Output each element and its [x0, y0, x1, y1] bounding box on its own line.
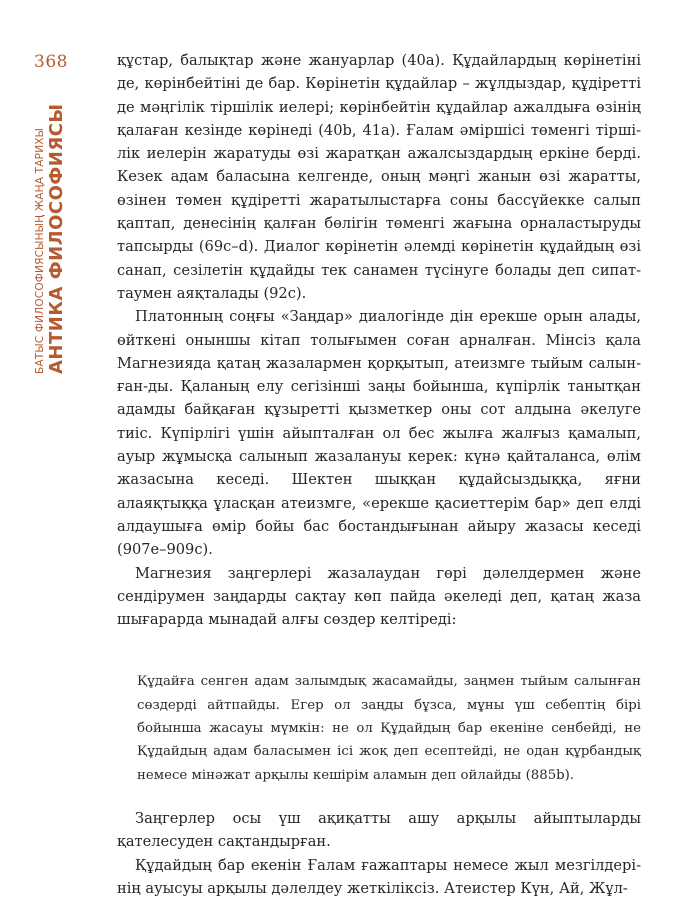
paragraph-4: Заңгерлер осы үш ақиқатты ашу арқылы айыптыларды қателесуден сақтандырған. — [117, 807, 641, 854]
text-column — [117, 49, 641, 900]
paragraph-5: Құдайдың бар екенін Ғалам ғажаптары немесе жыл мезгілдерінің ауысуы арқылы дәлелдеу жеткіліксіз. Атеистер Күн, Ай, Жұл- — [117, 854, 641, 900]
block-quote: Құдайға сенген адам залымдық жасамайды, заңмен тыйым салынған сөздерді айтпайды. Егер ол заңды бұзса, мұны үш себептің бірі бойынша жасауы мүмкін: не ол Құдайдың бар екеніне сенбейді, не Құдайдың адам баласымен ісі жоқ деп есептейді, не одан құрбандық немесе мінәжат арқылы кешірім аламын деп ойлайды (885b). — [137, 670, 641, 786]
running-head-title: АНТИКА ФИЛОСОФИЯСЫ — [46, 94, 68, 374]
running-head — [34, 94, 74, 374]
paragraph-2: Платонның соңғы «Заңдар» диалогінде дін ерекше орын алады, өйткені оныншы кітап толығымен соған арналған. Мінсіз қала Магнезияда қатаң жазалармен қорқытып, атеизмге тыйым салынған-ды. Қаланың елу сегізінші заңы бойынша, күпірлік танытқан адамды байқаған құзыретті қызметкер оны сот алдына әкелуге тиіс. Күпірлігі үшін айыпталған ол бес жылға жалғыз қамалып, ауыр жұмысқа салынып жазалануы керек: күнә қайталанса, өлім жазасына кеседі. Шектен шыққан құдайсыздыққа, яғни алаяқтыққа ұласқан атеизмге, «ерекше қасиеттерім бар» деп елді алдаушыға өмір бойы бас бостандығынан айыру жазасы кеседі (907е–909с). — [117, 305, 641, 561]
paragraph-1: құстар, балықтар және жануарлар (40а). Құдайлардың көрінетіні де, көрінбейтіні де бар. Көрінетін құдайлар – жұлдыздар, құдіретті де мәңгілік тіршілік иелері; көрінбейтін құдайлар ажалдыға өзінің қалаған кезінде көрінеді (40b, 41а). Ғалам әміршісі төменгі тіршілік иелерін жаратуды өзі жаратқан ажалсыздардың еркіне берді. Кезек адам баласына келгенде, оның мәңгі жанын өзі жаратты, өзінен төмен құдіретті жаратылыстарға соны бассүйекке салып қаптап, денесінің қалған бөлігін төменгі жағына орналастыруды тапсырды (69с–d). Диалог көрінетін әлемді көрінетін құдайдың өзі санап, сезілетін құдайды тек санамен түсінуге болады деп сипаттаумен аяқталады (92с). — [117, 49, 641, 305]
running-head-series: БАТЫС ФИЛОСОФИЯСЫНЫҢ ЖАҢА ТАРИХЫ — [34, 94, 46, 374]
page-number: 368 — [34, 52, 68, 72]
paragraph-3: Магнезия заңгерлері жазалаудан гөрі дәлелдермен және сендірумен заңдарды сақтау көп пайда әкеледі деп, қатаң жаза шығарарда мынадай алғы сөздер келтіреді: — [117, 562, 641, 632]
